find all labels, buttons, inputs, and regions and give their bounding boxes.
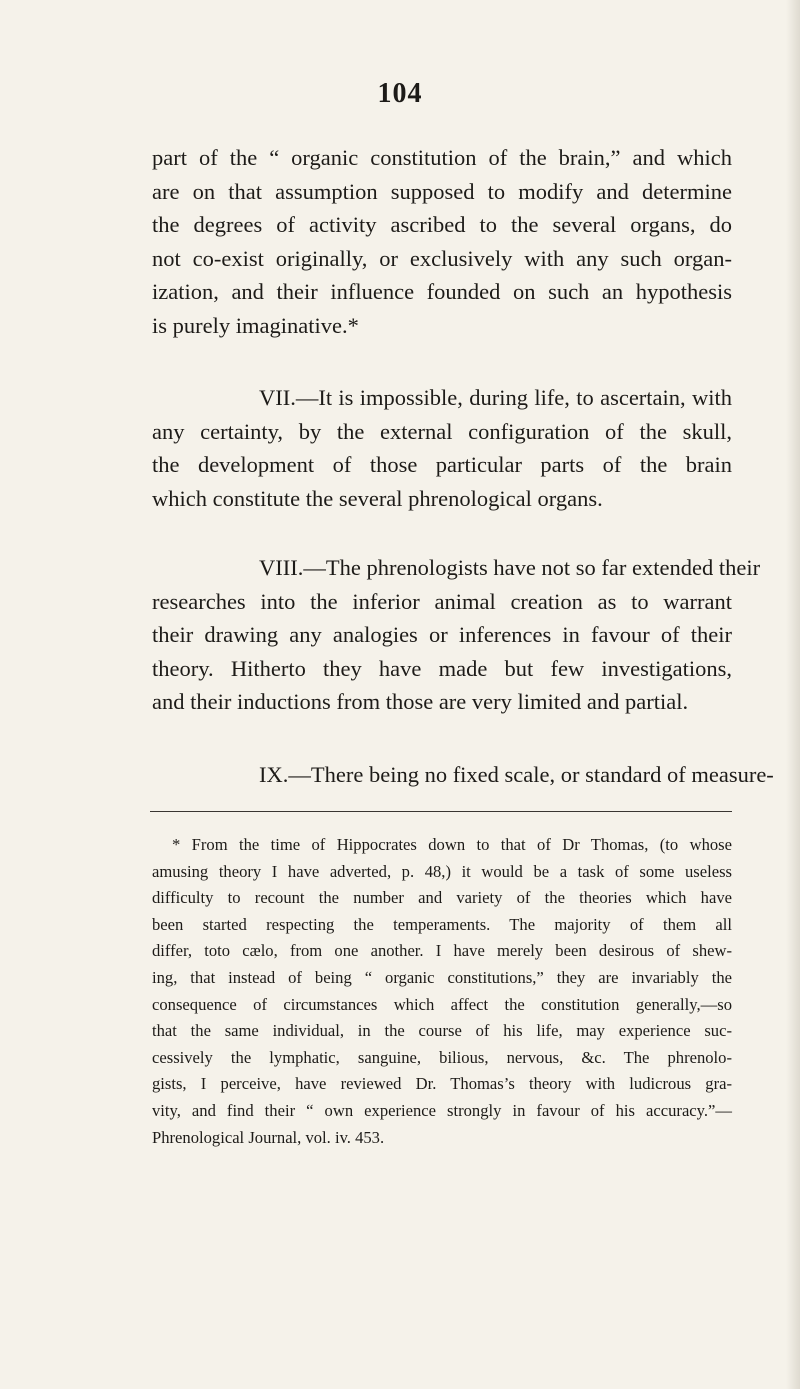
text-line: the degrees of activity ascribed to the several organs, do xyxy=(152,212,732,237)
paragraph-continuation xyxy=(152,141,732,342)
page-number: 104 xyxy=(377,78,423,109)
text-line: and their inductions from those are very limited and partial. xyxy=(152,689,689,714)
footnote-line: amusing theory I have adverted, p. 48,) it would be a task of some useless xyxy=(152,861,732,881)
page-edge-shadow xyxy=(786,0,800,1389)
text-line: part of the “ organic constitution of the brain,” and which xyxy=(152,145,732,170)
text-line: IX.—There being no fixed scale, or standard of measure- xyxy=(259,762,774,787)
text-line: are on that assumption supposed to modify and determine xyxy=(152,178,732,204)
text-line: which constitute the several phrenological organs. xyxy=(152,485,603,511)
footnote-line: differ, toto cælo, from one another. I have merely been desirous of shew- xyxy=(152,941,732,961)
text-line: researches into the inferior animal creation as to warrant xyxy=(152,588,732,614)
text-line: not co-exist originally, or exclusively with any such organ- xyxy=(152,245,732,271)
text-line: the development of those particular parts of the brain xyxy=(152,452,732,477)
footnote-line: vity, and find their “ own experience strongly in favour of his accuracy.”— xyxy=(152,1100,732,1120)
footnote-line: Phrenological Journal, vol. iv. 453. xyxy=(152,1127,385,1147)
footnote-line: been started respecting the temperaments. The majority of them all xyxy=(152,914,732,934)
text-line: is purely imaginative.* xyxy=(152,312,359,338)
text-line: their drawing any analogies or inferences in favour of their xyxy=(152,622,732,647)
text-line: any certainty, by the external configuration of the skull, xyxy=(152,418,732,444)
footnote-line: cessively the lymphatic, sanguine, bilious, nervous, &c. The phrenolo- xyxy=(152,1047,732,1067)
footnote-line: * From the time of Hippocrates down to that of Dr Thomas, (to whose xyxy=(172,835,732,854)
footnote-line: difficulty to recount the number and variety of the theories which have xyxy=(152,888,732,908)
paragraph-vii xyxy=(152,381,732,515)
footnote-line: ing, that instead of being “ organic constitutions,” they are invariably the xyxy=(152,967,732,987)
text-line: VII.—It is impossible, during life, to ascertain, with xyxy=(259,385,732,410)
paragraph-viii xyxy=(152,551,761,719)
footnote-rule xyxy=(150,811,732,812)
footnote-line: gists, I perceive, have reviewed Dr. Thomas’s theory with ludicrous gra- xyxy=(152,1074,732,1094)
text-line: theory. Hitherto they have made but few investigations, xyxy=(152,655,732,681)
paragraph-ix xyxy=(152,758,774,792)
footnote-line: that the same individual, in the course of his life, may experience suc- xyxy=(152,1021,732,1041)
footnote xyxy=(152,832,732,1151)
text-line: VIII.—The phrenologists have not so far extended their xyxy=(259,555,761,580)
text-line: ization, and their influence founded on such an hypothesis xyxy=(152,279,732,304)
footnote-line: consequence of circumstances which affect the constitution generally,—so xyxy=(152,994,732,1014)
